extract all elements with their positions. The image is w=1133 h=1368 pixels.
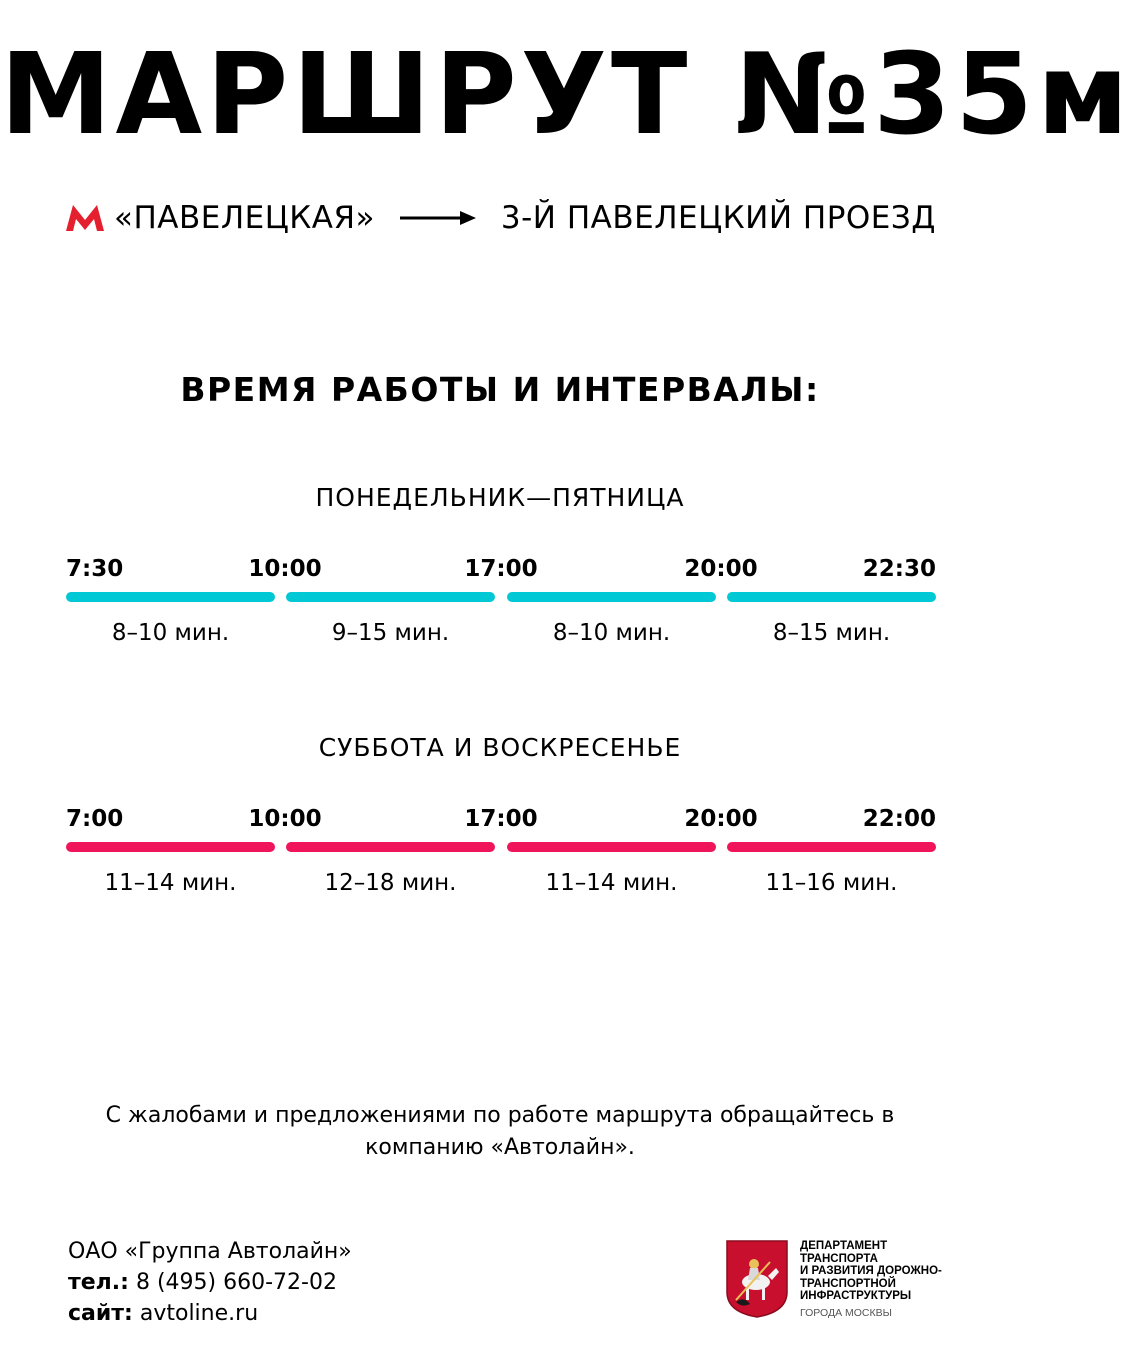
moscow-metro-m-icon: [66, 205, 104, 231]
operator-company: ОАО «Группа Автолайн»: [68, 1239, 352, 1264]
weekend-interval-2: 12–18 мин.: [324, 870, 457, 896]
weekdays-time-end: 22:30: [862, 556, 936, 582]
weekdays-bar-4: [727, 592, 936, 602]
weekend-time-2: 17:00: [464, 806, 538, 832]
weekend-bars: [66, 842, 936, 852]
weekend-interval-4: 11–16 мин.: [765, 870, 898, 896]
operator-phone: 8 (495) 660-72-02: [135, 1270, 337, 1295]
weekend-bar-4: [727, 842, 936, 852]
weekend-intervals: [66, 870, 936, 900]
weekdays-intervals: [66, 620, 936, 650]
right-arrow-icon: [400, 208, 476, 228]
route-title: МАРШРУТ №35м: [0, 30, 1133, 160]
route-from: «ПАВЕЛЕЦКАЯ»: [114, 200, 376, 236]
department-name-line-2: И РАЗВИТИЯ ДОРОЖНО-: [800, 1265, 942, 1277]
weekdays-time-2: 17:00: [464, 556, 538, 582]
notice-line-2: компанию «Автолайн».: [365, 1135, 635, 1160]
complaints-notice: [70, 1100, 930, 1164]
operator-phone-row: [68, 1267, 352, 1298]
route-origin: [66, 200, 375, 236]
weekend-bar-3: [507, 842, 716, 852]
weekdays-time-3: 20:00: [684, 556, 758, 582]
weekdays-interval-1: 8–10 мин.: [111, 620, 230, 646]
weekdays-times: [66, 556, 936, 588]
weekdays-bars: [66, 592, 936, 602]
weekend-time-end: 22:00: [862, 806, 936, 832]
phone-label: тел.:: [68, 1270, 129, 1295]
department-name-line-4: ИНФРАСТРУКТУРЫ: [800, 1290, 912, 1302]
weekdays-bar-2: [286, 592, 495, 602]
department-logo: [726, 1240, 960, 1319]
site-label: сайт:: [68, 1301, 133, 1326]
moscow-coat-of-arms-icon: [726, 1240, 788, 1318]
weekdays-bar-3: [507, 592, 716, 602]
operator-site: avtoline.ru: [139, 1301, 259, 1326]
weekdays-interval-2: 9–15 мин.: [331, 620, 450, 646]
weekend-interval-1: 11–14 мин.: [104, 870, 237, 896]
weekdays-label: ПОНЕДЕЛЬНИК—ПЯТНИЦА: [315, 483, 685, 512]
department-name-line-3: ТРАНСПОРТНОЙ: [800, 1277, 896, 1290]
notice-line-1: С жалобами и предложениями по работе маршрута обращайтесь в: [105, 1103, 895, 1128]
schedule-heading: ВРЕМЯ РАБОТЫ И ИНТЕРВАЛЫ:: [180, 370, 820, 409]
weekend-bar-2: [286, 842, 495, 852]
weekend-time-1: 10:00: [248, 806, 322, 832]
weekend-interval-3: 11–14 мин.: [545, 870, 678, 896]
operator-info: [68, 1236, 352, 1329]
department-city: ГОРОДА МОСКВЫ: [800, 1306, 892, 1319]
weekdays-bar-1: [66, 592, 275, 602]
weekdays-interval-3: 8–10 мин.: [552, 620, 671, 646]
weekend-bar-1: [66, 842, 275, 852]
weekend-times: [66, 806, 936, 838]
weekdays-time-start: 7:30: [66, 556, 124, 582]
weekdays-interval-4: 8–15 мин.: [772, 620, 891, 646]
route-direction: [66, 196, 936, 240]
weekend-label: СУББОТА И ВОСКРЕСЕНЬЕ: [318, 733, 682, 762]
operator-site-row: [68, 1298, 352, 1329]
department-name: [800, 1240, 960, 1303]
department-name-line-1: ДЕПАРТАМЕНТ ТРАНСПОРТА: [800, 1240, 888, 1265]
weekend-time-start: 7:00: [66, 806, 124, 832]
weekdays-time-1: 10:00: [248, 556, 322, 582]
route-to: 3-Й ПАВЕЛЕЦКИЙ ПРОЕЗД: [500, 200, 936, 236]
weekend-time-3: 20:00: [684, 806, 758, 832]
